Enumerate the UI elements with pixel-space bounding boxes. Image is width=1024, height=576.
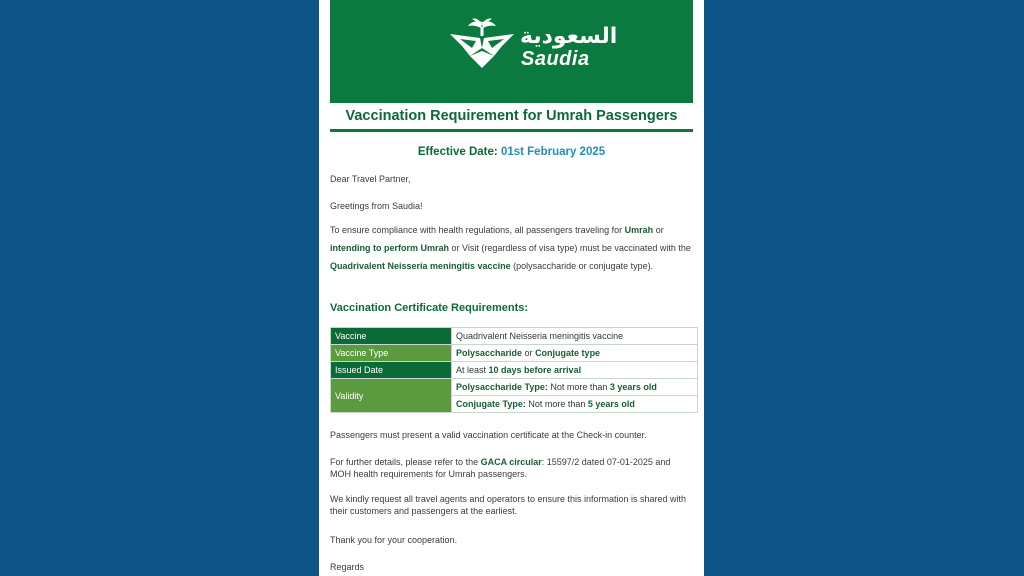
document-page [319,0,704,576]
vaccine-type-label: Vaccine Type [331,345,452,362]
validity-2-type: Conjugate Type: [456,399,526,409]
intro-bold-intending: intending to perform Umrah [330,243,449,253]
saudia-palm-wings-icon [448,18,516,70]
checkin-note: Passengers must present a valid vaccination certificate at the Check-in counter. [330,430,647,440]
saudia-banner [330,0,693,103]
issued-date-label: Issued Date [331,362,452,379]
table-row [331,379,698,396]
intro-paragraph [330,221,692,275]
issued-prefix: At least [456,365,489,375]
table-row [331,328,698,345]
issued-bold: 10 days before arrival [488,365,582,375]
thanks-line: Thank you for your cooperation. [330,535,458,545]
type-polysaccharide: Polysaccharide [456,348,523,358]
further-text-1: For further details, please refer to the [330,457,481,467]
vaccine-type-value [452,345,698,362]
greeting: Greetings from Saudia! [330,201,423,211]
intro-bold-vaccine: Quadrivalent Neisseria meningitis vaccine [330,261,511,271]
effective-date-label: Effective Date: [417,146,498,158]
type-or: or [522,348,536,358]
document-title: Vaccination Requirement for Umrah Passengers [345,108,678,124]
intro-text-3: or Visit (regardless of visa type) must be vaccinated with the [449,243,691,253]
effective-date-line [330,146,693,158]
section-title: Vaccination Certificate Requirements: [330,302,529,314]
requirements-table [330,327,698,413]
table-row [331,345,698,362]
validity-polysaccharide [452,379,698,396]
vaccine-value: Quadrivalent Neisseria meningitis vaccine [452,328,698,345]
table-row [331,362,698,379]
further-text-2: : 15597/2 dated 07-01-2025 and MOH health requirements for Umrah passengers. [330,457,671,479]
further-details [330,456,692,480]
title-divider [330,129,693,132]
intro-text-2: or [653,225,664,235]
gaca-circular: GACA circular [480,457,542,467]
intro-text-1: To ensure compliance with health regulations, all passengers traveling for [330,225,625,235]
effective-date-value: 01st February 2025 [500,146,606,158]
vaccine-label: Vaccine [331,328,452,345]
type-conjugate: Conjugate type [535,348,601,358]
validity-conjugate [452,396,698,413]
intro-bold-umrah: Umrah [624,225,654,235]
validity-2-years: 5 years old [587,399,635,409]
validity-1-years: 3 years old [609,382,657,392]
salutation: Dear Travel Partner, [330,174,411,184]
issued-date-value [452,362,698,379]
brand-arabic-name: السعودية [520,24,618,49]
intro-text-4: (polysaccharide or conjugate type). [510,261,654,271]
agent-request: We kindly request all travel agents and operators to ensure this information is shared with their customers and passengers at the earliest. [330,494,687,516]
validity-2-text: Not more than [525,399,588,409]
validity-label: Validity [331,379,452,413]
validity-1-text: Not more than [547,382,610,392]
brand-english-name: Saudia [521,48,590,70]
validity-1-type: Polysaccharide Type: [456,382,548,392]
closing-regards: Regards [330,562,365,572]
